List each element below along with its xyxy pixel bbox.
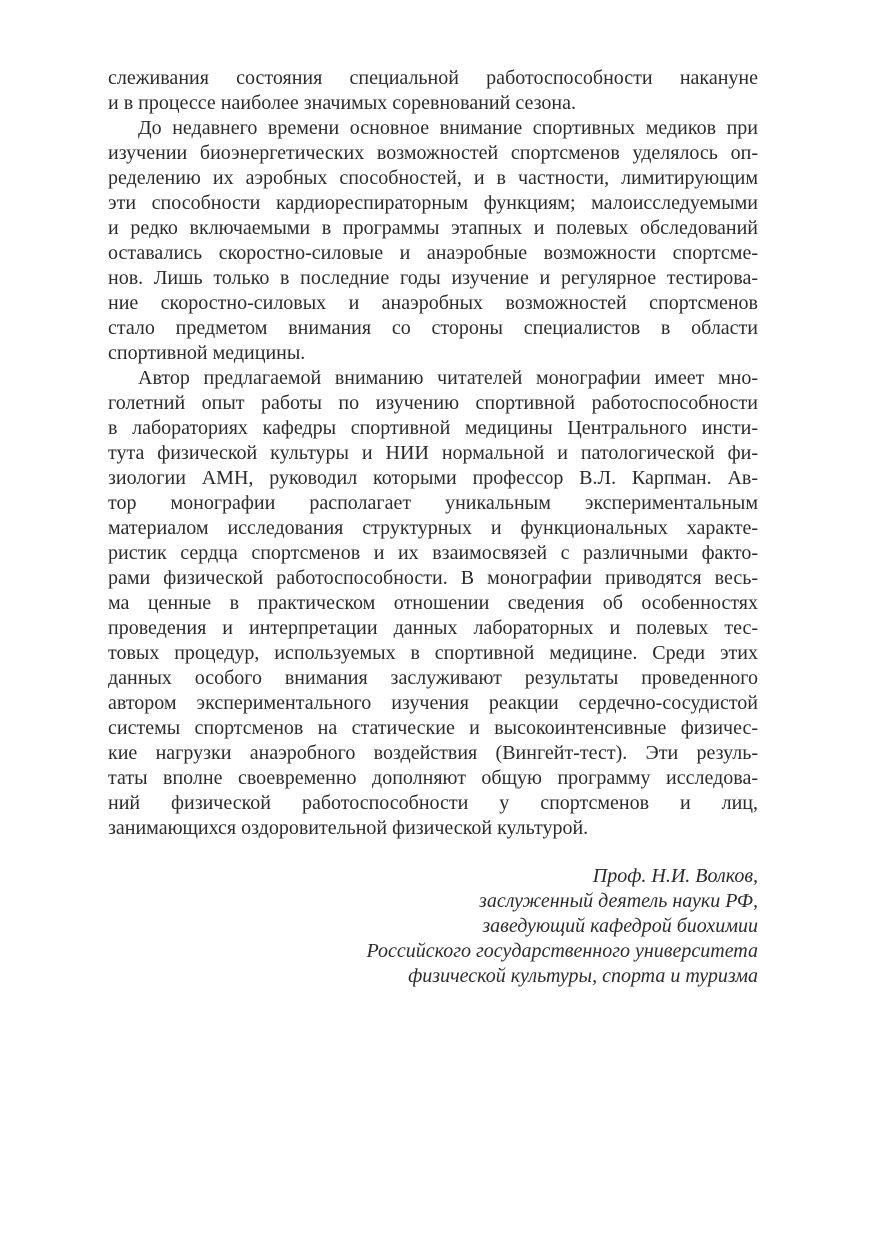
paragraph: [108, 116, 758, 366]
text-line: эти способности кардиореспираторным функциям; малоисследуемыми: [108, 192, 758, 214]
text-line: кие нагрузки анаэробного воздействия (Вингейт-тест). Эти резуль-: [108, 742, 758, 764]
text-line: в лабораториях кафедры спортивной медицины Центрального инсти-: [108, 417, 758, 439]
signature-block: [366, 864, 758, 989]
text-line: Автор предлагаемой вниманию читателей монографии имеет мно-: [138, 367, 758, 389]
text-line: нов. Лишь только в последние годы изучение и регулярное тестирова-: [108, 267, 758, 289]
text-line: ний физической работоспособности у спортсменов и лиц,: [108, 792, 758, 814]
text-line: товых процедур, используемых в спортивной медицине. Среди этих: [108, 642, 758, 664]
text-line: ристик сердца спортсменов и их взаимосвязей с различными факто-: [108, 542, 758, 564]
signature-title: заслуженный деятель науки РФ,: [479, 890, 758, 912]
text-line: данных особого внимания заслуживают результаты проведенного: [108, 667, 758, 689]
signature-position: заведующий кафедрой биохимии: [482, 915, 758, 937]
text-line: ределению их аэробных способностей, и в частности, лимитирующим: [108, 167, 758, 189]
signature-institution-cont: физической культуры, спорта и туризма: [408, 965, 758, 987]
text-line: и редко включаемыми в программы этапных и полевых обследований: [108, 217, 758, 239]
text-line: изучении биоэнергетических возможностей спортсменов уделялось оп-: [108, 142, 758, 164]
text-line: рами физической работоспособности. В монографии приводятся весь-: [108, 567, 758, 589]
text-line: системы спортсменов на статические и высокоинтенсивные физичес-: [108, 717, 758, 739]
text-line: спортивной медицины.: [108, 342, 306, 364]
text-line: слеживания состояния специальной работоспособности накануне: [108, 67, 758, 89]
text-line: зиологии АМН, руководил которыми профессор В.Л. Карпман. Ав-: [108, 467, 758, 489]
paragraph: [108, 366, 758, 841]
text-line: материалом исследования структурных и функциональных характе-: [108, 517, 758, 539]
text-line: тор монографии располагает уникальным экспериментальным: [108, 492, 758, 514]
text-line: ние скоростно-силовых и анаэробных возможностей спортсменов: [108, 292, 758, 314]
signature-name: Проф. Н.И. Волков,: [592, 865, 758, 887]
paragraph: [108, 66, 758, 116]
signature-institution: Российского государственного университета: [366, 940, 758, 962]
text-line: ма ценные в практическом отношении сведения об особенностях: [108, 592, 758, 614]
text-line: занимающихся оздоровительной физической культурой.: [108, 817, 589, 839]
body-text: [108, 66, 758, 841]
text-line: голетний опыт работы по изучению спортивной работоспособности: [108, 392, 758, 414]
text-line: стало предметом внимания со стороны специалистов в области: [108, 317, 758, 339]
text-line: и в процессе наиболее значимых соревнований сезона.: [108, 92, 576, 114]
text-line: оставались скоростно-силовые и анаэробные возможности спортсме-: [108, 242, 758, 264]
text-line: тута физической культуры и НИИ нормальной и патологической фи-: [108, 442, 758, 464]
text-line: таты вполне своевременно дополняют общую программу исследова-: [108, 767, 758, 789]
text-line: проведения и интерпретации данных лабораторных и полевых тес-: [108, 617, 758, 639]
text-line: автором экспериментального изучения реакции сердечно-сосудистой: [108, 692, 758, 714]
text-line: До недавнего времени основное внимание спортивных медиков при: [138, 117, 758, 139]
